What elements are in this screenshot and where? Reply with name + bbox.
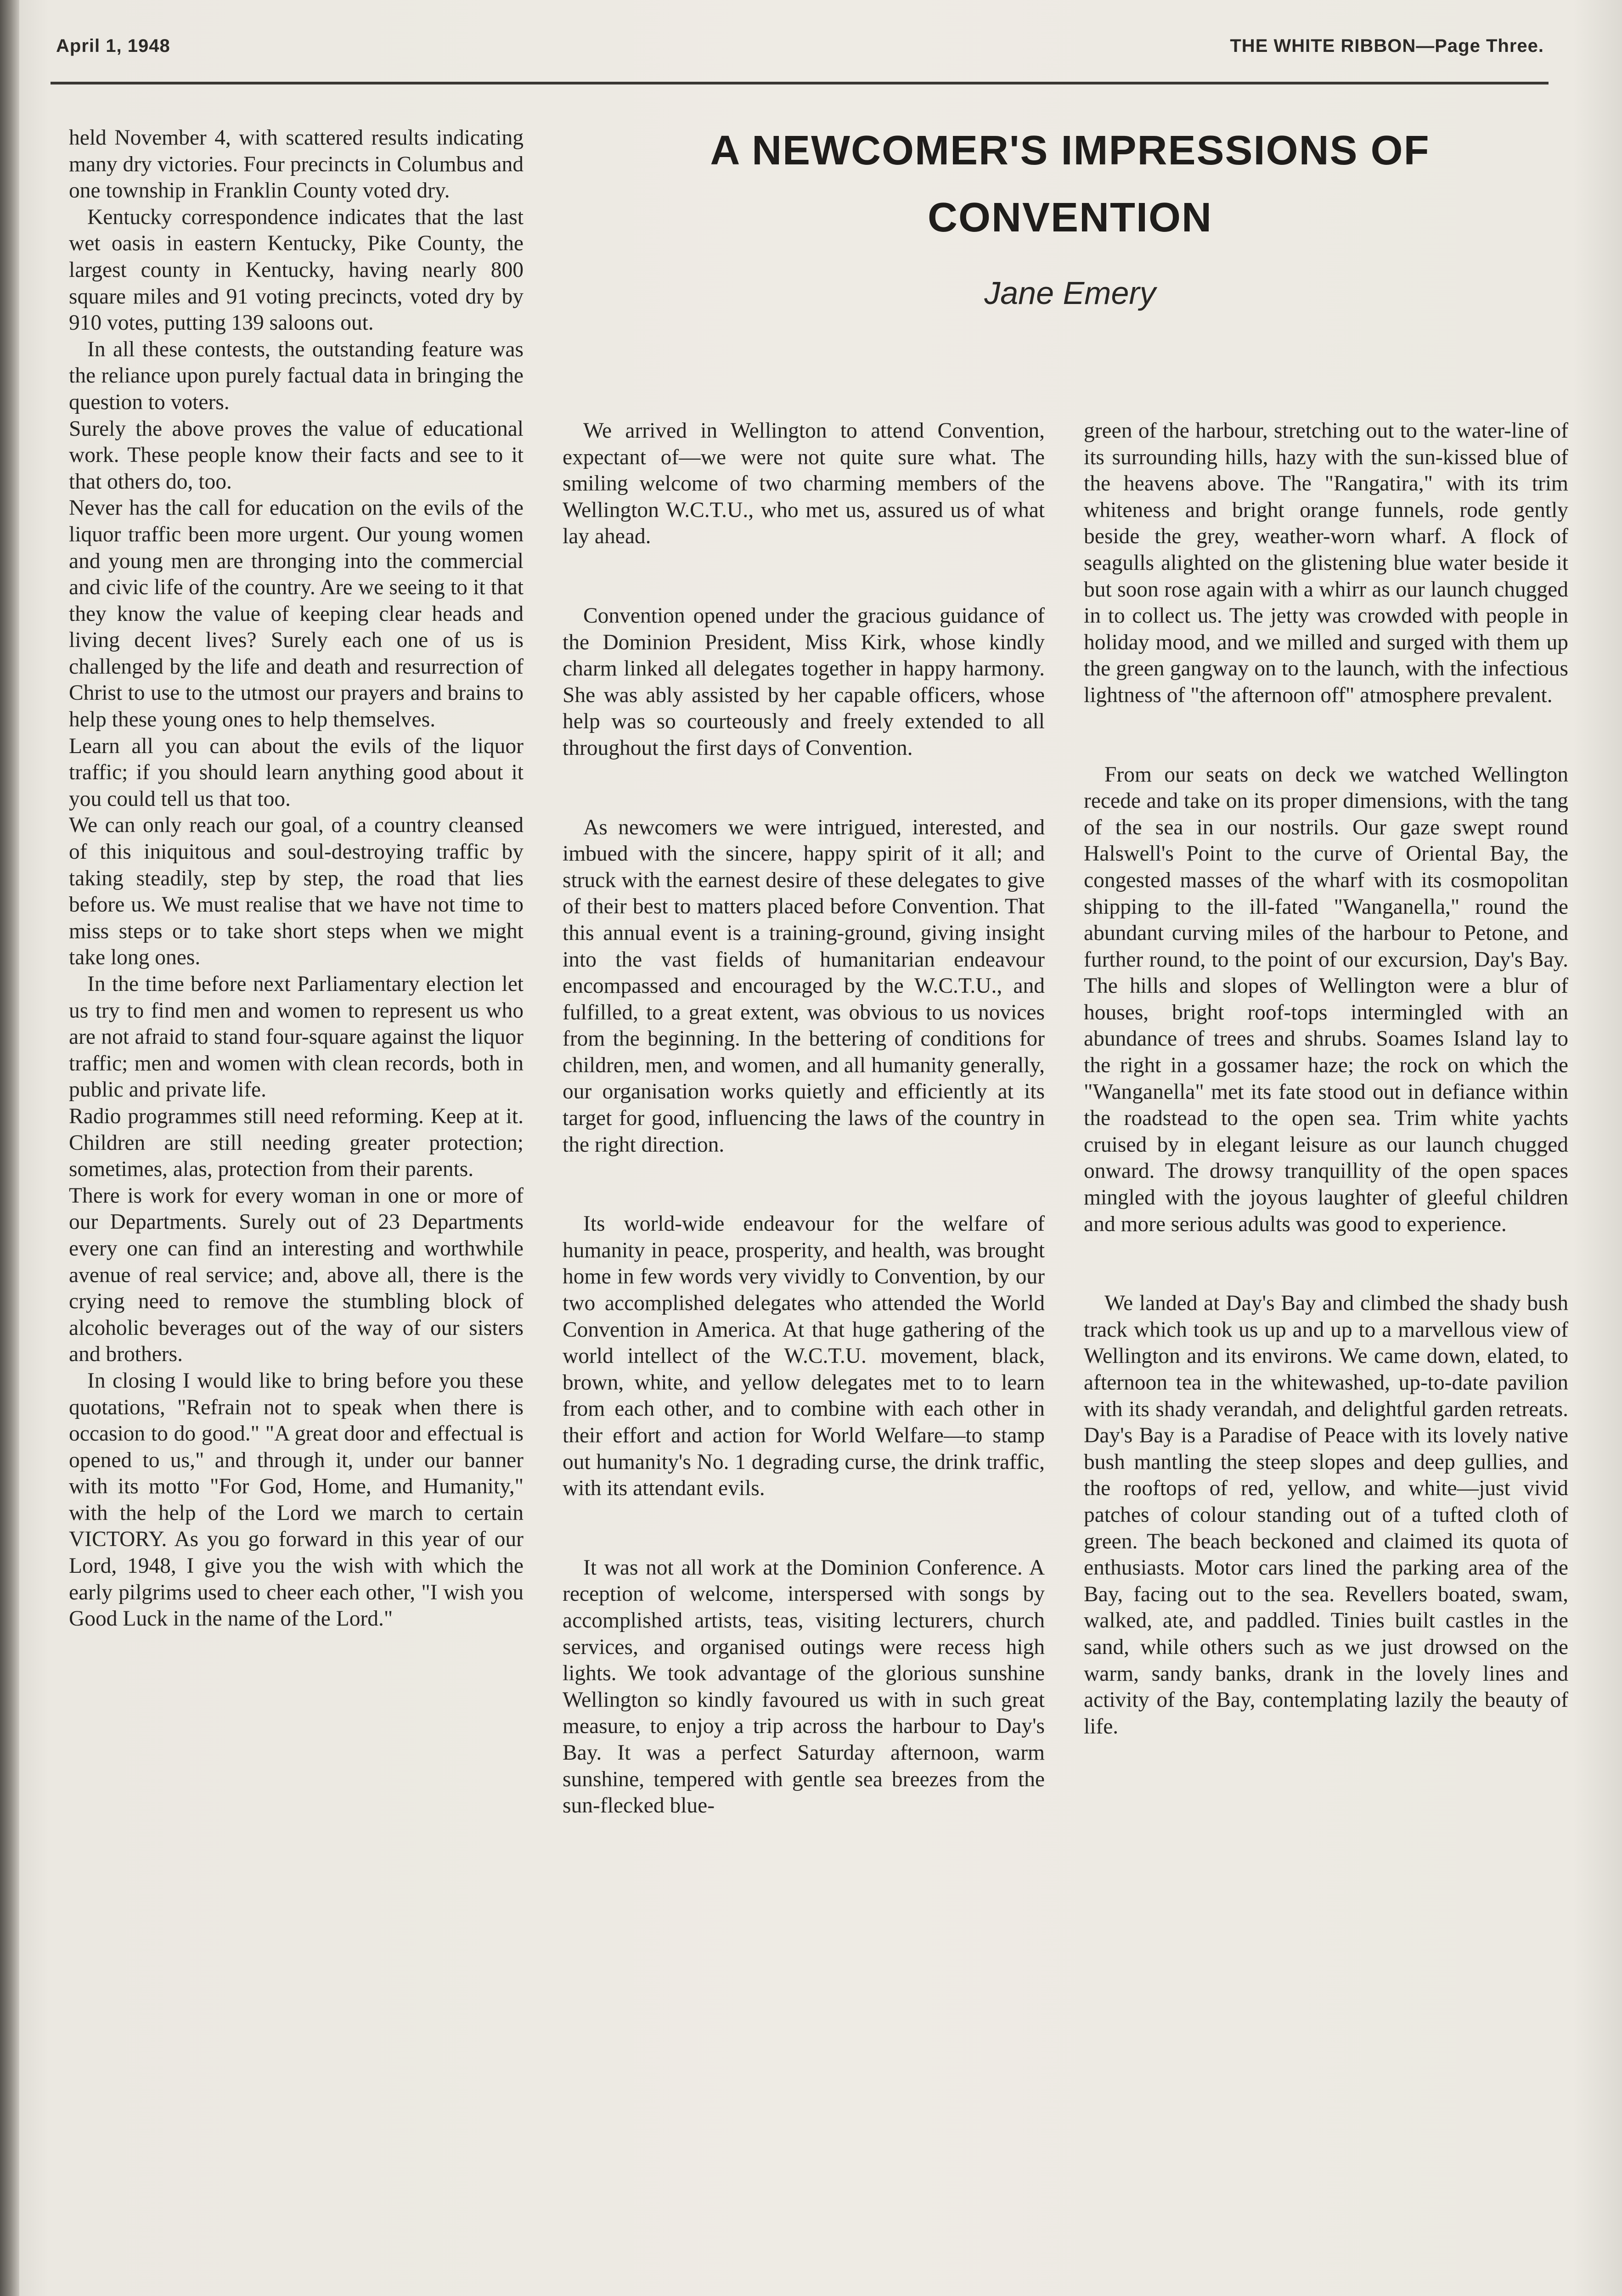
- paragraph: Convention opened under the gracious guidance of the Dominion President, Miss Kirk, whose kindly charm linked all delegates together in happy harmony. She was ably assisted by her capable officers, whose help was so courteously and freely extended to all throughout the first days of Convention.: [563, 603, 1045, 760]
- paragraph: As newcomers we were intrigued, interested, and imbued with the sincere, happy spirit of it all; and struck with the earnest desire of these delegates to give of their best to matters placed before Convention. That this annual event is a training-ground, giving insight into the vast fields of humanitarian endeavour encompassed and encouraged by the W.C.T.U., and fulfilled, to a great extent, was obvious to us novices from the beginning. In the bettering of conditions for children, men, and women, and all humanity generally, our organisation works quietly and efficiently at its target for good, influencing the laws of the country in the right direction.: [563, 815, 1045, 1157]
- paragraph: green of the harbour, stretching out to the water-line of its surrounding hills, hazy with the sun-kissed blue of the heavens above. The "Rangatira," with its trim whiteness and bright orange funnels, rode gently beside the grey, weather-worn wharf. A flock of seagulls alighted on the glistening blue water beside it but soon rose again with a whirr as our launch chugged in to collect us. The jetty was crowded with people in holiday mood, and we milled and surged with them up the green gangway on to the launch, with the infectious lightness of "the afternoon off" atmosphere prevalent.: [1084, 419, 1568, 707]
- article-title-line-1: A NEWCOMER'S IMPRESSIONS OF: [710, 128, 1430, 174]
- binding-edge: [0, 0, 19, 2296]
- left-column: [69, 125, 524, 1632]
- paragraph: Radio programmes still need reforming. Keep at it. Children are still needing greater protection; sometimes, alas, protection from their parents.: [69, 1104, 524, 1182]
- paragraph: It was not all work at the Dominion Conference. A reception of welcome, interspersed with songs by accomplished artists, teas, visiting lecturers, church services, and organised outings were recess high lights. We took advantage of the glorious sunshine Wellington so kindly favoured us with in such great measure, to enjoy a trip across the harbour to Day's Bay. It was a perfect Saturday afternoon, warm sunshine, tempered with gentle sea breezes from the sun-flecked blue-: [563, 1555, 1045, 1818]
- article-title: [542, 117, 1598, 251]
- paragraph: Surely the above proves the value of educational work. These people know their facts and see to it that others do, too.: [69, 416, 524, 494]
- paragraph: We arrived in Wellington to attend Convention, expectant of—we were not quite sure what. The smiling welcome of two charming members of the Wellington W.C.T.U., who met us, assured us of what lay ahead.: [563, 419, 1045, 549]
- article-byline: Jane Emery: [984, 275, 1156, 311]
- paragraph: Never has the call for education on the evils of the liquor traffic been more urgent. Our young women and young men are thronging into the commercial and civic life of the country. Are we seeing to it that they know the value of keeping clear heads and living decent lives? Surely each one of us is challenged by the life and death and resurrection of Christ to use to the utmost our prayers and brains to help these young ones to help themselves.: [69, 496, 524, 732]
- paragraph: In the time before next Parliamentary election let us try to find men and women to represent us who are not afraid to stand four-square against the liquor traffic; men and women with clean records, both in public and private life.: [69, 972, 524, 1102]
- paragraph: In closing I would like to bring before you these quotations, "Refrain not to speak when there is occasion to do good." "A great door and effectual is opened to us," and through it, under our banner with its motto "For God, Home, and Humanity," with the help of the Lord we march to certain VICTORY. As you go forward in this year of our Lord, 1948, I give you the wish with which the early pilgrims used to cheer each other, "I wish you Good Luck in the name of the Lord.": [69, 1368, 524, 1631]
- paragraph: We can only reach our goal, of a country cleansed of this iniquitous and soul-destroying traffic by taking steadily, step by step, the road that lies before us. We must realise that we have not time to miss steps or to take short steps when we might take long ones.: [69, 813, 524, 970]
- paragraph: Its world-wide endeavour for the welfare of humanity in peace, prosperity, and health, was brought home in few words very vividly to Convention, by our two accomplished delegates who attended the World Convention in America. At that huge gathering of the world intellect of the W.C.T.U. movement, black, brown, white, and yellow delegates met to to learn from each other, and to combine with each other in their effort and action for World Welfare—to stamp out humanity's No. 1 degrading curse, the drink traffic, with its attendant evils.: [563, 1212, 1045, 1501]
- header-rule: [51, 82, 1549, 84]
- paragraph: In all these contests, the outstanding feature was the reliance upon purely factual data in bringing the question to voters.: [69, 337, 524, 414]
- right-column: [1084, 418, 1568, 1740]
- article-title-line-2: CONVENTION: [927, 195, 1213, 241]
- middle-column: [563, 418, 1045, 1819]
- paragraph: We landed at Day's Bay and climbed the shady bush track which took us up and up to a marvellous view of Wellington and its environs. We came down, elated, to afternoon tea in the whitewashed, up-to-date pavilion with its shady verandah, and delightful garden retreats. Day's Bay is a Paradise of Peace with its lovely native bush mantling the steep slopes and deep gullies, and the rooftops of red, yellow, and white—just vivid patches of colour standing out of a tufted cloth of green. The beach beckoned and claimed its quota of enthusiasts. Motor cars lined the parking area of the Bay, facing out to the sea. Revellers boated, swam, walked, ate, and paddled. Tinies built castles in the sand, while others such as we just drowsed on the warm, sandy banks, drank in the lovely lines and activity of the Bay, contemplating lazily the beauty of life.: [1084, 1291, 1568, 1739]
- paragraph: From our seats on deck we watched Wellington recede and take on its proper dimensions, with the tang of the sea in our nostrils. Our gaze swept round Halswell's Point to the curve of Oriental Bay, the congested masses of the wharf with its cosmopolitan shipping to the ill-fated "Wanganella," round the abundant curving miles of the harbour to Petone, and further round, to the point of our excursion, Day's Bay. The hills and slopes of Wellington were a blur of houses, bright roof-tops intermingled with an abundance of trees and shrubs. Soames Island lay to the right in a gossamer haze; the rock on which the "Wanganella" met its fate stood out in defiance within the roadstead to the open sea. Trim white yachts cruised by in elegant leisure as our launch chugged onward. The drowsy tranquillity of the open spaces mingled with the joyous laughter of gleeful children and more serious adults was good to experience.: [1084, 762, 1568, 1236]
- paragraph: Kentucky correspondence indicates that the last wet oasis in eastern Kentucky, Pike County, the largest county in Kentucky, having nearly 800 square miles and 91 voting precincts, voted dry by 910 votes, putting 139 saloons out.: [69, 205, 524, 335]
- paragraph: Learn all you can about the evils of the liquor traffic; if you should learn anything good about it you could tell us that too.: [69, 734, 524, 811]
- paragraph: There is work for every woman in one or more of our Departments. Surely out of 23 Departments every one can find an interesting and worthwhile avenue of real service; and, above all, there is the crying need to remove the stumbling block of alcoholic beverages out of the way of our sisters and brothers.: [69, 1183, 524, 1367]
- running-header: THE WHITE RIBBON—Page Three.: [1230, 36, 1544, 56]
- issue-date: April 1, 1948: [56, 36, 170, 56]
- paragraph: held November 4, with scattered results indicating many dry victories. Four precincts in Columbus and one township in Franklin County voted dry.: [69, 126, 524, 203]
